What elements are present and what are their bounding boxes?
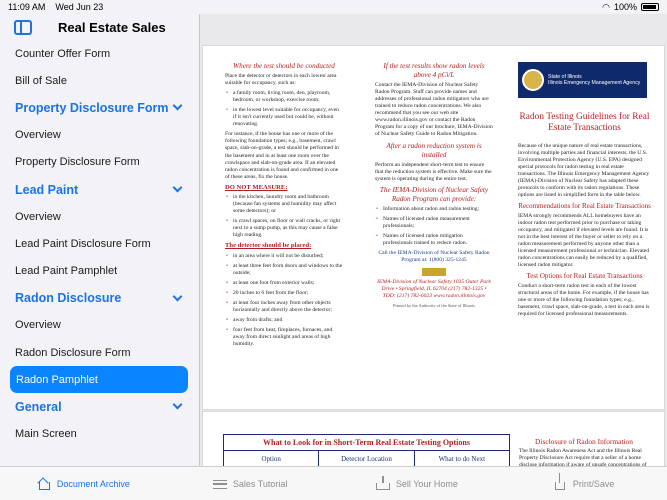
sidebar-header [0,14,199,40]
document-column-2 [375,62,493,309]
testing-options-table [223,434,510,468]
sidebar-item-property-disclosure-form[interactable] [0,149,199,176]
paragraph: The Illinois Radon Awareness Act and the Illinois Real Property Disclosure Act require that a seller of a home [519,448,642,462]
tab-label: Sales Tutorial [232,478,288,489]
sidebar-item-radon-pamphlet[interactable] [10,366,188,393]
document-viewer[interactable] [200,14,667,466]
document-column-1 [225,62,343,351]
agency-line-2: Illinois Emergency Management Agency [548,80,641,86]
agency-banner [518,62,647,98]
sidebar-section-lead-paint[interactable] [0,176,199,203]
house-icon [37,478,51,490]
bullet-item: • Names of licensed radon measurement professionals; [375,216,493,230]
contact-call: Call the IEMA-Division of Nuclear Safety Radon Program at: 1(800) 325-1245 [378,250,490,264]
chevron-down-icon [173,400,183,410]
table-header-row [224,451,509,467]
bullet-item: • in the lowest level suitable for occupancy, even if it isn't currently used but could be, without renovating. [225,107,343,128]
paragraph: IEMA strongly recommends ALL homebuyers have an indoor radon test performed prior to purchase or taking occupancy, and mitigated if elevated levels are found. It is not in the best interest of the buyer or seller to rely on a radon measurement performed by anyone other than a licensed measurement professional or technician. Elevated radon concentrations can easily be reduced by a qualified, licensed radon mitigator. [518,212,650,269]
bullet-item: • in the kitchen, laundry room and bathroom (because fan systems and humidity may affect some detectors); or [225,194,343,215]
section-heading: Recommendations for Real Estate Transactions [518,201,651,210]
bullet-item: • a family room, living room, den, playroom, bedroom, or workshop, exercise room; [225,90,343,104]
tab-bar [0,466,667,500]
sidebar-item-label: Lead Paint Disclosure Form [15,237,151,250]
table-header-cell: What to do Next [438,455,486,463]
iema-logo-icon [422,268,446,276]
status-bar [0,0,667,14]
sidebar-section-property-disclosure[interactable] [0,94,199,121]
paragraph: Perform an independent short-term test to ensure that the reduction system is effective. Make sure the system is operating during the entire test. [375,161,492,182]
sidebar-section-radon-disclosure[interactable] [0,285,199,312]
table-header-cell: Detector Location [319,451,414,467]
pdf-page-1 [202,45,665,410]
tab-document-archive[interactable] [0,467,167,500]
tab-label: Print/Save [572,478,615,489]
sidebar-item-lead-paint-pamphlet[interactable] [0,258,199,285]
status-right [602,2,659,13]
section-heading: DO NOT MEASURE: [225,183,288,191]
paragraph: Place the detector or detectors in each lowest area suitable for occupancy, such as: [225,73,337,87]
sidebar-section-label: Property Disclosure Form [15,100,169,115]
sidebar-item-lead-overview[interactable] [0,203,199,230]
sidebar-section-label: Lead Paint [15,182,79,197]
sidebar-item-label: Counter Offer Form [15,47,111,60]
section-heading: Test Options for Real Estate Transactions [526,272,643,281]
sidebar [0,14,199,466]
battery-percent: 100% [613,2,637,12]
agency-line-1: State of Illinois [548,73,582,80]
paragraph: Contact the IEMA-Division of Nuclear Safety Radon Program. Staff can provide names and addresses of professional radon mitigators who are trained to reduce radon concentrations. We also recommend that you see our web site www.radon.illinois.gov or contact the Radon Program for a copy of our brochure, IEMA-Division of Nuclear Safety Guide to Radon Mitigation. [375,82,493,138]
chevron-down-icon [173,291,183,301]
table-title: What to Look for in Short-Term Real Estate Testing Options [224,435,509,451]
sidebar-list [0,40,199,448]
sidebar-section-label: General [15,400,62,415]
status-date: Wed Jun 23 [55,2,104,12]
sidebar-item-radon-overview[interactable] [0,312,199,339]
paragraph: Conduct a short-term radon test in each of the lowest structural areas of the home. For example, if the house has one or more of the following foundation types; e.g., basement, crawl space, slab-on-grade, a test in each area is required for licensed professional measurements. [518,282,650,318]
wifi-icon: ◠ [602,1,610,12]
section-heading: If the test results show radon levels above 4 pCi/L [383,62,485,80]
contact-address: IEMA-Division of Nuclear Safety 1035 Outer Park Drive • Springfield, IL 62704 (217) 782-1325 • TDD: (217) 782-6023 www.radon.illinois.gov [377,279,491,300]
pamphlet-title: Radon Testing Guidelines for Real Estate Transactions [519,112,650,134]
sidebar-title: Real Estate Sales [58,20,166,35]
sidebar-item-counter-offer-form[interactable] [0,40,199,67]
bullet-item: • at least three feet from doors and windows to the outside; [225,263,343,277]
state-seal-icon [522,69,544,91]
sidebar-toggle-icon[interactable] [14,20,32,35]
sidebar-item-label: Radon Disclosure Form [15,346,131,359]
section-heading: The detector should be placed: [225,242,312,250]
tab-sell-your-home[interactable] [334,467,501,500]
bullet-item: • four feet from heat, fireplaces, furnaces, and away from direct sunlight and areas of high humidity. [225,327,343,348]
sidebar-item-bill-of-sale[interactable] [0,67,199,94]
tab-label: Document Archive [56,478,130,489]
document-column-3 [518,62,651,321]
section-heading: The IEMA-Division of Nuclear Safety Radon Program can provide: [379,185,489,203]
list-icon [213,478,227,490]
tab-sales-tutorial[interactable] [167,467,334,500]
printed-by: Printed by the Authority of the State of Illinois [393,303,475,309]
bullet-item: • at least one foot from exterior walls; [225,280,343,287]
section-heading: Where the test should be conducted [233,62,335,70]
sidebar-item-label: Bill of Sale [15,74,67,87]
sidebar-item-label: Radon Pamphlet [16,373,98,386]
paragraph: Because of the unique nature of real estate transactions, involving multiple parties and financial interests, the U.S. Environmental Protection Agency (U.S. EPA) designed special protocols for radon testing in real estate transactions. The Illinois Emergency Management Agency (IEMA)-Division of Nuclear Safety has adapted these protocols to conform with its radon regulations. These options are listed in simplified form in the table below. [518,142,650,198]
bullet-item: • in crawl spaces, on floor or wall cracks, or right next to a sump pump, as this may cause a false high reading. [225,218,343,239]
chevron-down-icon [173,101,183,111]
bullet-item: • away from drafts; and [225,317,343,324]
sidebar-item-lead-paint-disclosure-form[interactable] [0,230,199,257]
chevron-down-icon [173,182,183,192]
tray-icon [376,478,390,490]
sidebar-item-main-screen[interactable] [0,421,199,448]
sidebar-section-label: Radon Disclosure [15,291,122,306]
tab-print-save[interactable] [500,467,667,500]
paragraph: For instance, if the house has one or more of the following foundation types; e.g., basement, crawl space, slab-on-grade, a test should be performed in the basement and in at least one room over the crawlspace and slab-on-grade area. If an elevated radon concentration is found and confirmed in one of these areas, fix the house. [225,131,339,180]
sidebar-item-label: Lead Paint Pamphlet [15,265,118,278]
section-heading: Disclosure of Radon Information [535,437,633,446]
sidebar-section-general[interactable] [0,393,199,420]
bullet-item: • Information about radon and radon testing; [375,206,493,213]
sidebar-item-label: Main Screen [15,428,77,441]
table-header-cell: Option [224,451,319,467]
share-icon [553,478,567,490]
sidebar-item-label: Overview [15,129,61,142]
bullet-item: • at least four inches away from other objects horizontally and directly above the detector; [225,300,343,314]
sidebar-item-property-overview[interactable] [0,122,199,149]
bullet-item: • Names of licensed radon mitigation professionals trained to reduce radon. [375,233,493,247]
bullet-item: • 20 inches to 6 feet from the floor; [225,290,343,297]
sidebar-item-label: Overview [15,319,61,332]
bullet-item: • in an area where it will not be disturbed; [225,253,343,260]
sidebar-item-label: Property Disclosure Form [15,156,140,169]
tab-label: Sell Your Home [395,478,458,489]
section-heading: After a radon reduction system is installed [386,141,482,159]
sidebar-item-radon-disclosure-form[interactable] [0,339,199,366]
sidebar-item-label: Overview [15,210,61,223]
status-time: 11:09 AM [8,2,46,12]
battery-icon [641,3,659,11]
